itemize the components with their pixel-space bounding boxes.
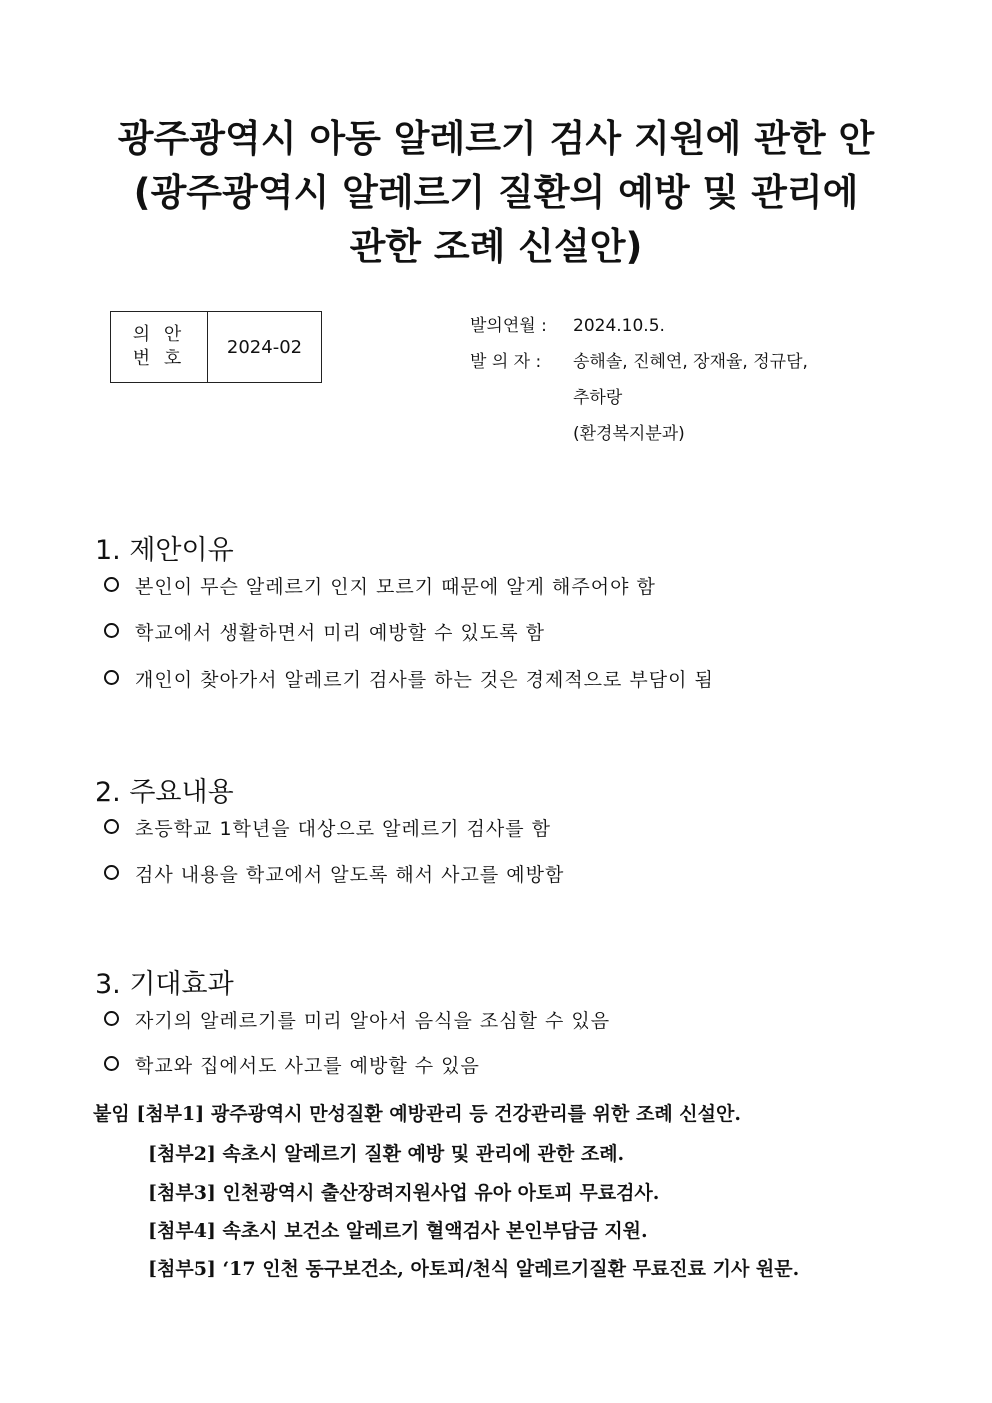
proposal-date-label: 발의연월 : bbox=[470, 316, 547, 336]
document-title bbox=[60, 112, 932, 274]
list-item: 학교와 집에서도 사고를 예방할 수 있음 bbox=[104, 1051, 480, 1078]
attachment-item-1: 붙임 [첨부1] 광주광역시 만성질환 예방관리 등 건강관리를 위한 조례 신설안. bbox=[93, 1103, 741, 1125]
circle-bullet-icon bbox=[104, 865, 119, 880]
bill-number-label bbox=[111, 312, 208, 383]
circle-bullet-icon bbox=[104, 1011, 119, 1026]
list-item: 개인이 찾아가서 알레르기 검사를 하는 것은 경제적으로 부담이 됨 bbox=[104, 665, 714, 692]
circle-bullet-icon bbox=[104, 1056, 119, 1071]
section-title-content: 2. 주요내용 bbox=[95, 777, 234, 808]
proposer-names-line-2: 추하랑 bbox=[573, 388, 623, 408]
attachment-item-4: [첨부4] 속초시 보건소 알레르기 혈액검사 본인부담금 지원. bbox=[148, 1220, 648, 1242]
circle-bullet-icon bbox=[104, 670, 119, 685]
list-item: 검사 내용을 학교에서 알도록 해서 사고를 예방함 bbox=[104, 860, 564, 887]
list-item: 학교에서 생활하면서 미리 예방할 수 있도록 함 bbox=[104, 618, 545, 645]
title-line-3: 관한 조례 신설안) bbox=[349, 225, 643, 268]
attachment-item-3: [첨부3] 인천광역시 출산장려지원사업 유아 아토피 무료검사. bbox=[148, 1182, 660, 1204]
bill-number-value: 2024-02 bbox=[208, 312, 322, 383]
proposer-label: 발 의 자 : bbox=[470, 352, 542, 372]
circle-bullet-icon bbox=[104, 577, 119, 592]
proposer-names-line-1: 송해솔, 진혜연, 장재율, 정규담, bbox=[573, 352, 808, 372]
list-item: 초등학교 1학년을 대상으로 알레르기 검사를 함 bbox=[104, 814, 551, 841]
circle-bullet-icon bbox=[104, 819, 119, 834]
list-item: 본인이 무슨 알레르기 인지 모르기 때문에 알게 해주어야 함 bbox=[104, 572, 656, 599]
proposal-meta bbox=[470, 312, 930, 456]
list-item: 자기의 알레르기를 미리 알아서 음식을 조심할 수 있음 bbox=[104, 1006, 610, 1033]
section-title-reason: 1. 제안이유 bbox=[95, 535, 234, 566]
bill-number-box bbox=[110, 311, 322, 383]
attachment-item-2: [첨부2] 속초시 알레르기 질환 예방 및 관리에 관한 조례. bbox=[148, 1143, 625, 1165]
title-line-1: 광주광역시 아동 알레르기 검사 지원에 관한 안 bbox=[117, 117, 875, 160]
bill-label-line-1: 의 안 bbox=[132, 324, 186, 345]
title-line-2: (광주광역시 알레르기 질환의 예방 및 관리에 bbox=[133, 171, 859, 214]
section-title-effect: 3. 기대효과 bbox=[95, 969, 234, 1000]
bill-label-line-2: 번 호 bbox=[132, 348, 186, 369]
department-name: (환경복지분과) bbox=[573, 424, 685, 444]
attachment-item-5: [첨부5] ‘17 인천 동구보건소, 아토피/천식 알레르기질환 무료진료 기사 원문. bbox=[148, 1258, 800, 1280]
proposal-date-value: 2024.10.5. bbox=[573, 316, 665, 336]
circle-bullet-icon bbox=[104, 623, 119, 638]
